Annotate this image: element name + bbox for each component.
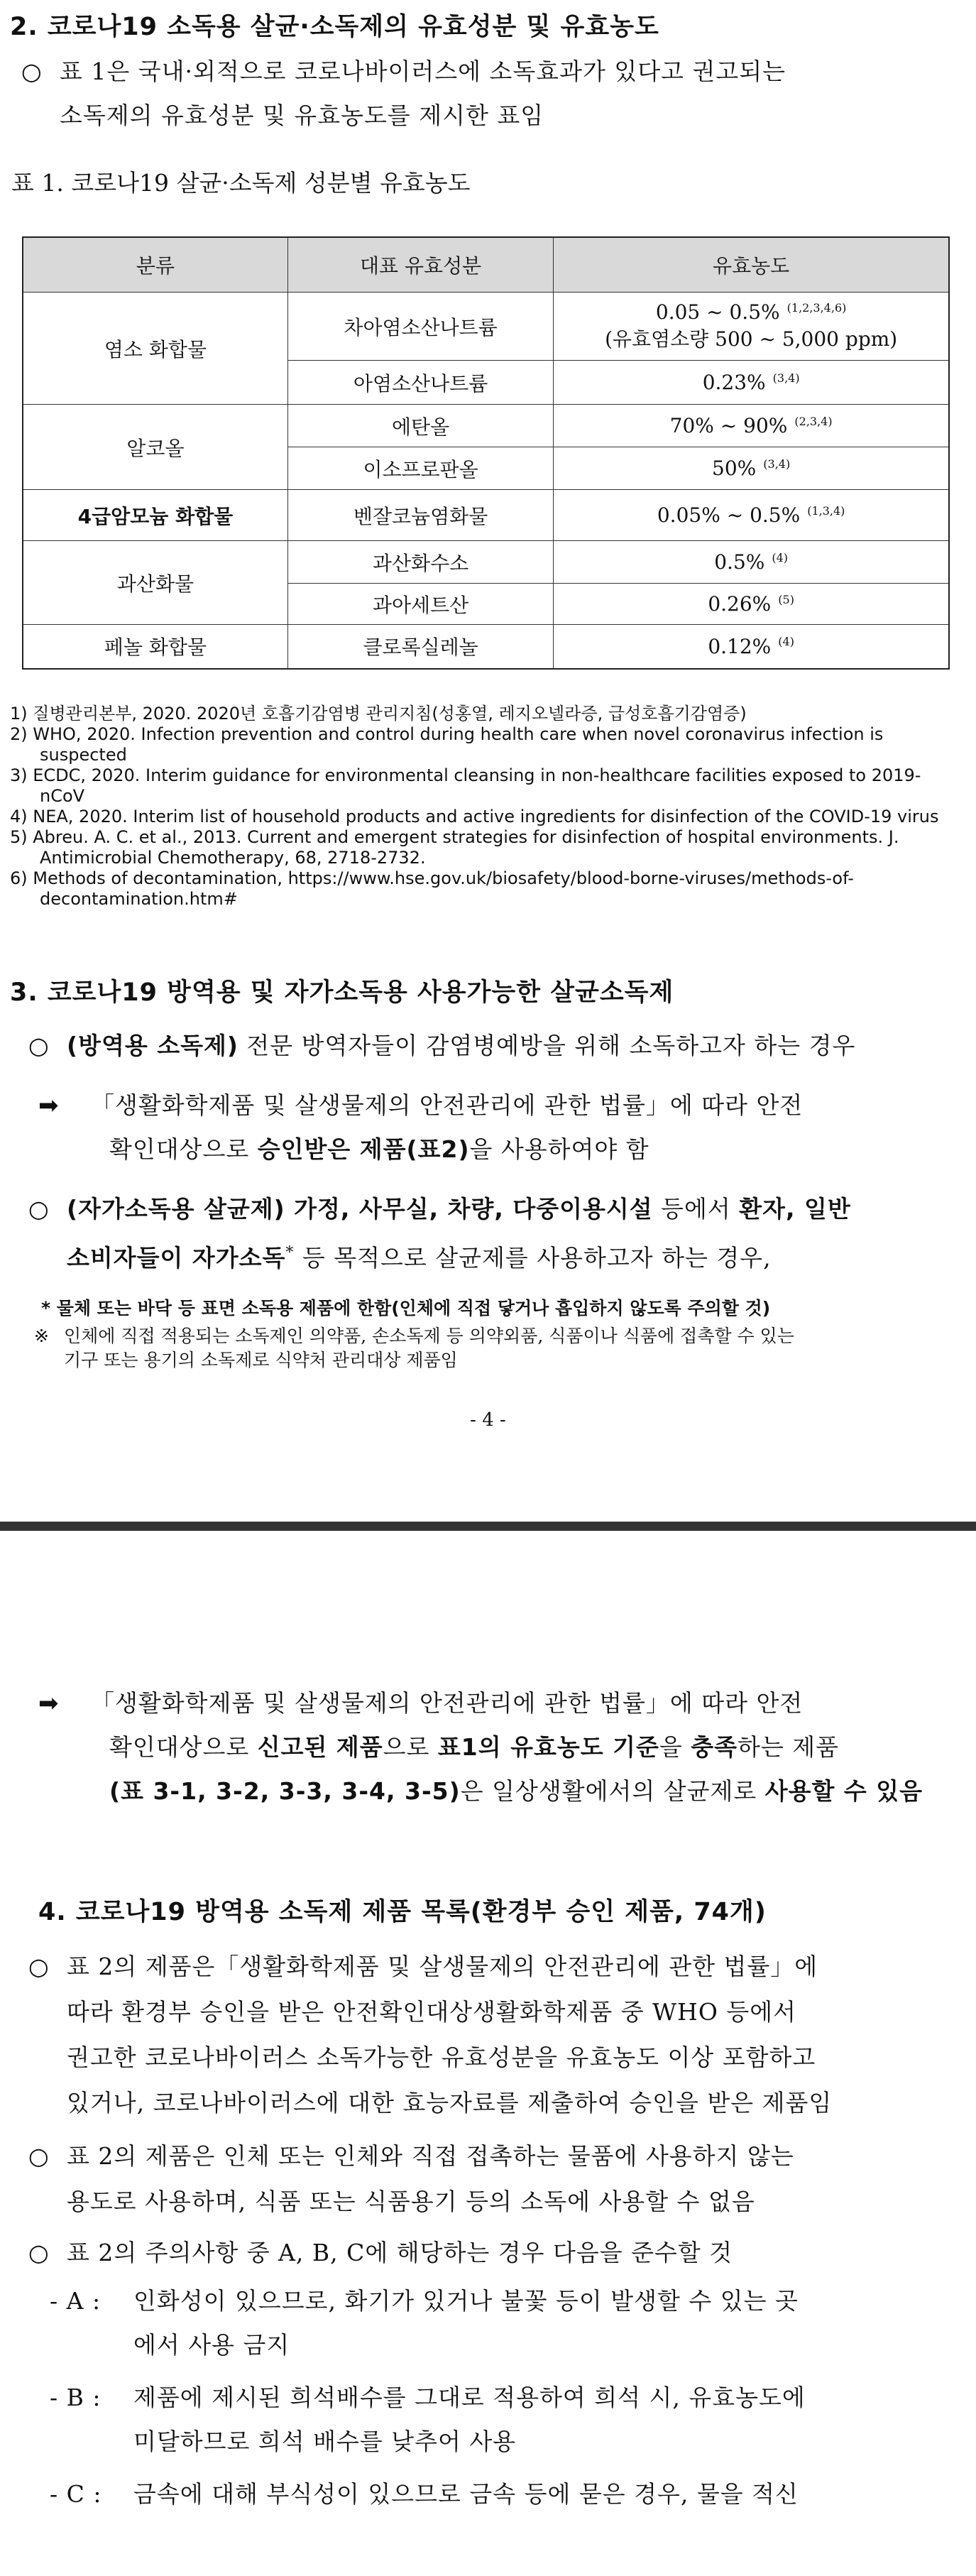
body-text: 인체에 직접 적용되는 소독제인 의약품, 손소독제 등 의약외품, 식품이나 식품에 접촉할 수 있는 [64, 1326, 794, 1346]
bold-text: (자가소독용 살균제) 가정, 사무실, 차량, 다중이용시설 [67, 1195, 653, 1223]
bullet-circle: ○ [28, 1032, 50, 1059]
body-text: 을 [659, 1733, 691, 1761]
concentration-value: 50% [712, 457, 757, 480]
category-cell: 4급암모늄 화합물 [23, 490, 287, 541]
ingredient-cell: 벤잘코늄염화물 [287, 490, 553, 541]
concentration-cell [554, 490, 949, 541]
bold-text: (표 3-1, 3-2, 3-3, 3-4, 3-5) [109, 1777, 461, 1805]
section2-para-line1: 표 1은 국내·외적으로 코로나바이러스에 소독효과가 있다고 권고되는 [60, 58, 786, 85]
section4-dash-list [50, 2279, 965, 2516]
category-cell: 페놀 화합물 [23, 625, 287, 669]
body-text: 권고한 코로나바이러스 소독가능한 유효성분을 유효농도 이상 포함하고 [67, 2043, 816, 2071]
body-text: 따라 환경부 승인을 받은 안전확인대상생활화학제품 중 WHO 등에서 [67, 1998, 797, 2026]
section4-bullet1 [28, 1944, 965, 2126]
ingredient-cell: 차아염소산나트륨 [287, 293, 553, 361]
reference-item: 4) NEA, 2020. Interim list of household products and active ingredients for disinfection of the COVID-19 virus [10, 807, 939, 826]
bold-text: 사용할 수 있음 [764, 1777, 923, 1805]
body-text: 전문 방역자들이 감염병예방을 위해 소독하고자 하는 경우 [238, 1032, 856, 1059]
section2-heading: 2. 코로나19 소독용 살균·소독제의 유효성분 및 유효농도 [10, 13, 659, 41]
page-divider [0, 1522, 976, 1531]
body-text: 제품에 제시된 희석배수를 그대로 적용하여 희석 시, 유효농도에 [133, 2384, 806, 2411]
section4-bullet2 [28, 2134, 965, 2225]
ingredient-cell: 과아세트산 [287, 584, 553, 625]
reference-item: 5) Abreu. A. C. et al., 2013. Current and emergent strategies for disinfection of hospital environments. J. Antimicrobial Chemotherapy, 68, 2718-2732. [10, 827, 899, 868]
body-text: 있거나, 코로나바이러스에 대한 효능자료를 제출하여 승인을 받은 제품임 [67, 2089, 833, 2117]
body-text: 확인대상으로 [109, 1733, 258, 1761]
bold-text: 소비자들이 자가소독 [67, 1244, 286, 1272]
section3-bullet1 [28, 1024, 951, 1068]
concentration-cell [554, 584, 949, 625]
dash-label: - A : [50, 2287, 102, 2315]
reference-mark: (2,3,4) [794, 414, 833, 428]
category-cell: 알코올 [23, 405, 287, 490]
ingredient-cell: 에탄올 [287, 405, 553, 447]
bold-text: 환자, 일반 [739, 1195, 851, 1223]
body-text: 으로 [383, 1733, 438, 1761]
table1-caption: 표 1. 코로나19 살균·소독제 성분별 유효농도 [11, 169, 471, 197]
table-row [23, 293, 949, 361]
bold-text: 승인받은 제품(표2) [257, 1135, 470, 1163]
concentration-value: 0.12% [708, 634, 772, 658]
concentration-value: 70% ~ 90% [669, 414, 788, 437]
body-text: 하는 제품 [738, 1733, 840, 1761]
concentration-value: 0.26% [708, 592, 772, 616]
section3-bullet2 [28, 1187, 951, 1280]
body-text: 기구 또는 용기의 소독제로 식약처 관리대상 제품임 [64, 1350, 458, 1370]
body-text: 등 목적으로 살균제를 사용하고자 하는 경우, [294, 1244, 772, 1272]
concentration-value: 0.05% ~ 0.5% [657, 503, 801, 527]
header-concentration: 유효농도 [554, 237, 949, 293]
reference-mark: (5) [778, 592, 794, 606]
reference-mark: (1,3,4) [807, 503, 845, 518]
ingredient-cell: 아염소산나트륨 [287, 361, 553, 405]
note-mark: ※ [34, 1326, 49, 1346]
concentration-cell [554, 625, 949, 669]
table-row [23, 541, 949, 584]
header-ingredient: 대표 유효성분 [287, 237, 553, 293]
reference-item: 6) Methods of decontamination, https://www.hse.gov.uk/biosafety/blood-borne-viruses/methods-of-decontamination.htm# [10, 868, 854, 909]
section4-heading: 4. 코로나19 방역용 소독제 제품 목록(환경부 승인 제품, 74개) [38, 1898, 767, 1926]
concentration-value: (유효염소량 500 ~ 5,000 ppm) [605, 327, 898, 351]
body-text: 을 사용하여야 함 [469, 1135, 649, 1163]
section3-heading: 3. 코로나19 방역용 및 자가소독용 사용가능한 살균소독제 [10, 978, 674, 1007]
section3-arrow-block [38, 1084, 954, 1172]
note-block [34, 1324, 957, 1372]
concentration-value: 0.23% [702, 371, 766, 394]
concentration-cell [554, 293, 949, 361]
category-cell: 염소 화합물 [23, 293, 287, 405]
category-cell: 과산화물 [23, 541, 287, 625]
body-text: 인화성이 있으므로, 화기가 있거나 불꽃 등이 발생할 수 있는 곳 [133, 2287, 799, 2315]
body-text: 미달하므로 희석 배수를 낮추어 사용 [133, 2428, 517, 2455]
body-text: 은 일상생활에서의 살균제로 [460, 1777, 765, 1805]
reference-mark: (3,4) [763, 457, 791, 471]
dash-label: - C : [50, 2480, 102, 2508]
reference-item: 1) 질병관리본부, 2020. 2020년 호흡기감염병 관리지침(성홍열, 레지오넬라증, 급성호흡기감염증) [10, 704, 747, 724]
concentration-value: 0.05 ~ 0.5% [655, 300, 780, 324]
section2-paragraph [21, 50, 951, 138]
star-note: * 물체 또는 바닥 등 표면 소독용 제품에 한함(인체에 직접 닿거나 흡입하지 않도록 주의할 것) [41, 1298, 771, 1319]
body-text: 표 2의 주의사항 중 A, B, C에 해당하는 경우 다음을 준수할 것 [67, 2239, 733, 2266]
ingredient-cell: 클로록실레놀 [287, 625, 553, 669]
section2-para-line2: 소독제의 유효성분 및 유효농도를 제시한 표임 [60, 102, 544, 129]
body-text: 등에서 [652, 1195, 740, 1223]
body-text: 에서 사용 금지 [133, 2331, 290, 2359]
body-text: 표 2의 제품은「생활화학제품 및 살생물제의 안전관리에 관한 법률」에 [67, 1953, 818, 1980]
concentration-cell [554, 447, 949, 490]
bold-text: 표1의 유효농도 기준 [437, 1733, 659, 1761]
bullet-circle: ○ [28, 2239, 50, 2266]
dash-label: - B : [50, 2384, 102, 2411]
table1 [22, 236, 950, 670]
bullet-circle: ○ [28, 1195, 50, 1223]
table-row [23, 405, 949, 447]
section4-bullet3 [28, 2231, 965, 2275]
bullet-circle: ○ [28, 2142, 50, 2170]
header-category: 분류 [23, 237, 287, 293]
reference-mark: (3,4) [772, 371, 800, 385]
reference-item: 3) ECDC, 2020. Interim guidance for environmental cleansing in non-healthcare facilities exposed to 2019-nCoV [10, 765, 921, 806]
bold-text: (방역용 소독제) [67, 1032, 238, 1059]
reference-mark: (4) [778, 635, 794, 649]
body-text: 표 2의 제품은 인체 또는 인체와 직접 접촉하는 물품에 사용하지 않는 [67, 2142, 794, 2170]
bold-text: 충족 [691, 1733, 738, 1761]
table-row [23, 625, 949, 669]
body-text: 확인대상으로 [109, 1135, 258, 1163]
body-text: 용도로 사용하며, 식품 또는 식품용기 등의 소독에 사용할 수 없음 [67, 2188, 755, 2215]
concentration-cell [554, 361, 949, 405]
bold-text: 신고된 제품 [257, 1733, 383, 1761]
body-text: 「생활화학제품 및 살생물제의 안전관리에 관한 법률」에 따라 안전 [91, 1091, 804, 1119]
concentration-value: 0.5% [714, 550, 765, 574]
ingredient-cell: 과산화수소 [287, 541, 553, 584]
reference-mark: (1,2,3,4,6) [786, 300, 847, 315]
bullet-circle: ○ [28, 1953, 50, 1980]
page-number: - 4 - [470, 1409, 506, 1431]
arrow-icon: ➡ [38, 1689, 60, 1718]
bullet-circle: ○ [21, 58, 43, 85]
references [10, 704, 954, 910]
reference-item: 2) WHO, 2020. Infection prevention and control during health care when novel coronavirus infection is suspected [10, 724, 884, 765]
body-text: 금속에 대해 부식성이 있으므로 금속 등에 묻은 경우, 물을 적신 [133, 2480, 799, 2508]
reference-mark: (4) [772, 550, 789, 564]
concentration-cell [554, 405, 949, 447]
table-row [23, 490, 949, 541]
ingredient-cell: 이소프로판올 [287, 447, 553, 490]
arrow-icon: ➡ [38, 1091, 60, 1120]
page2-arrow-block [38, 1681, 961, 1813]
footnote-mark: * [285, 1244, 295, 1262]
table1-header-row [23, 237, 949, 293]
body-text: 「생활화학제품 및 살생물제의 안전관리에 관한 법률」에 따라 안전 [91, 1689, 804, 1717]
concentration-cell [554, 541, 949, 584]
